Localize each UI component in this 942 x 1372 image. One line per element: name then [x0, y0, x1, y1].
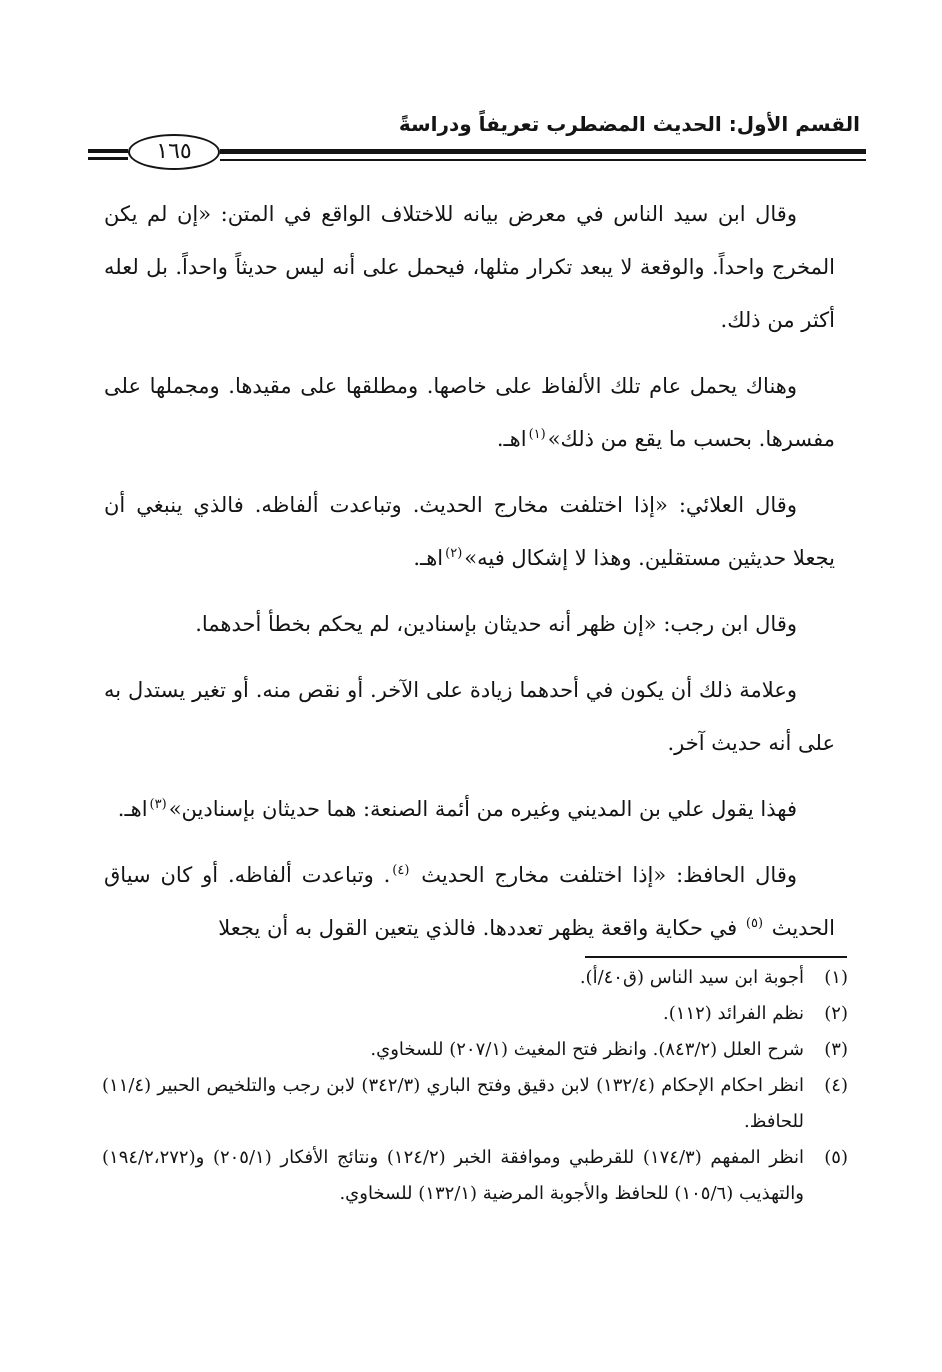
paragraph-text: وقال الحافظ: «إذا اختلفت مخارج الحديث: [421, 863, 798, 887]
footnote: [102, 996, 848, 1032]
footnote-number: (١): [824, 967, 848, 988]
footnote-ref[interactable]: (١): [528, 427, 546, 442]
paragraph-tail: في حكاية واقعة يظهر تعددها. فالذي يتعين القول به أن يجعلا: [218, 916, 738, 940]
paragraph-text: وقال العلائي: «إذا اختلفت مخارج الحديث. وتباعدت ألفاظه. فالذي ينبغي أن يجعلا حديثين مستقلين. وهذا لا إشكال فيه»: [104, 493, 835, 570]
paragraph: [104, 598, 835, 651]
footnote-text: انظر احكام الإحكام (١٣٢/٤) لابن دقيق وفتح الباري (٣٤٢/٣) لابن رجب والتلخيص الحبير (١١/٤) للحافظ.: [102, 1075, 804, 1132]
footnotes: [102, 960, 848, 1212]
page-header: [88, 112, 866, 166]
paragraph-tail: اهـ.: [117, 797, 148, 821]
paragraph-text: فهذا يقول علي بن المديني وغيره من أئمة الصنعة: هما حديثان بإسنادين»: [168, 797, 797, 821]
paragraph-text: وقال ابن رجب: «إن ظهر أنه حديثان بإسنادين، لم يحكم بخطأ أحدهما.: [195, 612, 797, 636]
footnote: [102, 960, 848, 996]
footnote-text: انظر المفهم (١٧٤/٣) للقرطبي وموافقة الخبر (١٢٤/٢) ونتائج الأفكار (٢٠٥/١) و(١٩٤/٢،٢٧٢) والتهذيب (١٠٥/٦) للحافظ والأجوبة المرضية (١٣٢/١) للسخاوي.: [102, 1147, 804, 1204]
paragraph-text: وهناك يحمل عام تلك الألفاظ على خاصها. ومطلقها على مقيدها. ومجملها على مفسرها. بحسب ما يقع من ذلك»: [104, 374, 835, 451]
footnote: [102, 1140, 848, 1212]
footnote-text: نظم الفرائد (١١٢).: [663, 1003, 804, 1024]
footnote-number: (٤): [824, 1075, 848, 1096]
paragraph: [104, 849, 835, 955]
footnote-number: (٣): [824, 1039, 848, 1060]
footnote-ref[interactable]: (٣): [149, 797, 167, 812]
main-text: [104, 188, 835, 968]
footnote-text: أجوبة ابن سيد الناس (ق٤٠/أ).: [579, 967, 804, 988]
footnote-number: (٢): [824, 1003, 848, 1024]
paragraph: [104, 479, 835, 585]
paragraph: [104, 188, 835, 347]
paragraph-tail: . وتباعدت ألفاظه. أو كان سياق الحديث: [104, 863, 835, 940]
paragraph-text: وقال ابن سيد الناس في معرض بيانه للاختلاف الواقع في المتن: «إن لم يكن المخرج واحداً. والوقعة لا يبعد تكرار مثلها، فيحمل على أنه ليس حديثاً واحداً. بل لعله أكثر من ذلك.: [104, 202, 835, 332]
paragraph-text: وعلامة ذلك أن يكون في أحدهما زيادة على الآخر. أو نقص منه. أو تغير يستدل به على أنه حديث آخر.: [104, 678, 835, 755]
header-rule-left-thick: [88, 149, 128, 153]
header-rule-thick: [220, 149, 866, 154]
footnote-ref[interactable]: (٥): [745, 916, 764, 931]
paragraph: [104, 664, 835, 770]
footnote: [102, 1032, 848, 1068]
footnote-text: شرح العلل (٨٤٣/٢). وانظر فتح المغيث (٢٠٧/١) للسخاوي.: [370, 1039, 804, 1060]
running-title: القسم الأول: الحديث المضطرب تعريفاً ودراسةً: [398, 112, 860, 136]
paragraph: [104, 783, 835, 836]
page-number: ١٦٥: [128, 134, 220, 170]
footnote-separator: [585, 956, 847, 958]
footnote-ref[interactable]: (٤): [392, 863, 410, 878]
paragraph: [104, 360, 835, 466]
footnote-number: (٥): [824, 1147, 848, 1168]
paragraph-tail: اهـ.: [413, 546, 444, 570]
footnote: [102, 1068, 848, 1140]
header-rule-left-thin: [88, 157, 128, 160]
header-rule-thin: [220, 159, 866, 161]
paragraph-tail: اهـ.: [496, 427, 527, 451]
footnote-ref[interactable]: (٢): [445, 546, 463, 561]
